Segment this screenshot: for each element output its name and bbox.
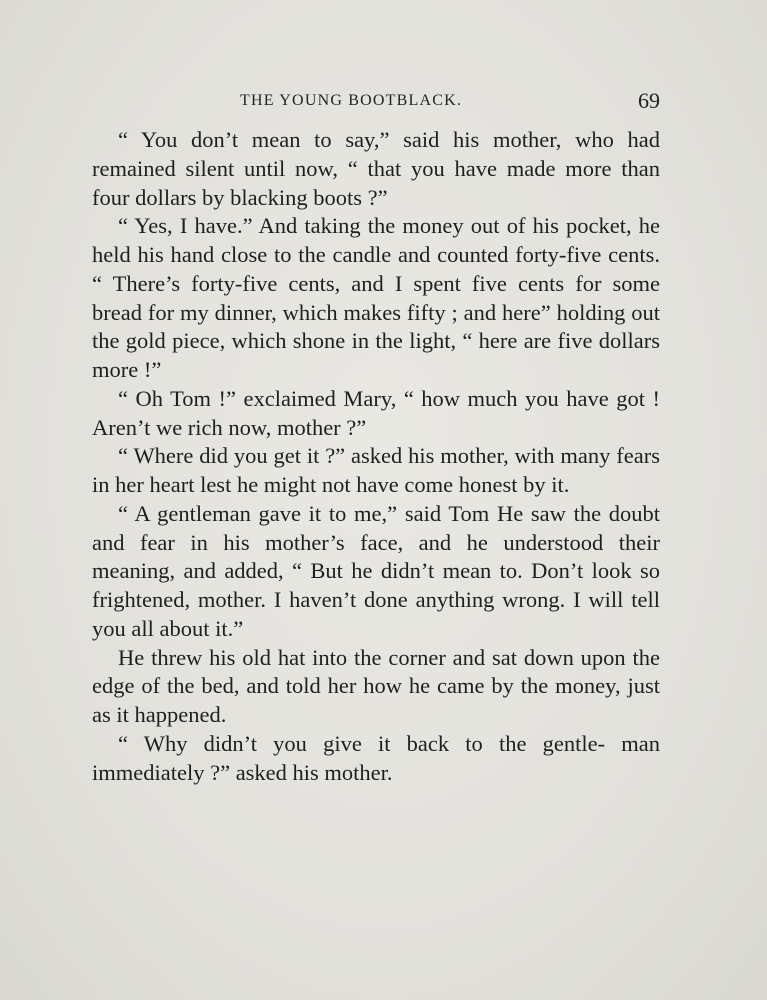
paragraph: He threw his old hat into the corner and sat down upon the edge of the bed, and told her how he came by the money, just as it happened.: [92, 644, 660, 727]
running-title: THE YOUNG BOOTBLACK.: [240, 92, 463, 109]
paragraph: “ Why didn’t you give it back to the gentle- man immediately ?” asked his mother.: [92, 730, 660, 785]
paragraph: “ Yes, I have.” And taking the money out of his pocket, he held his hand close to the candle and counted forty-five cents. “ There’s forty-five cents, and I spent five cents for some bread for my dinner, which makes fifty ; and here” holding out the gold piece, which shone in the light, “ here are five dollars more !”: [92, 213, 660, 382]
paragraph: “ Oh Tom !” exclaimed Mary, “ how much you have got ! Aren’t we rich now, mother ?”: [92, 385, 660, 440]
page-header: [92, 88, 660, 120]
paragraph: “ A gentleman gave it to me,” said Tom He saw the doubt and fear in his mother’s face, and he understood their meaning, and added, “ But he didn’t mean to. Don’t look so frightened, mother. I haven’t done anything wrong. I will tell you all about it.”: [92, 500, 660, 641]
paragraph: “ Where did you get it ?” asked his mother, with many fears in her heart lest he might not have come honest by it.: [92, 443, 660, 497]
paragraph: “ You don’t mean to say,” said his mother, who had remained silent until now, “ that you have made more than four dollars by blacking boots ?”: [92, 127, 660, 210]
body-text: [92, 126, 660, 787]
page-number: 69: [638, 88, 660, 113]
